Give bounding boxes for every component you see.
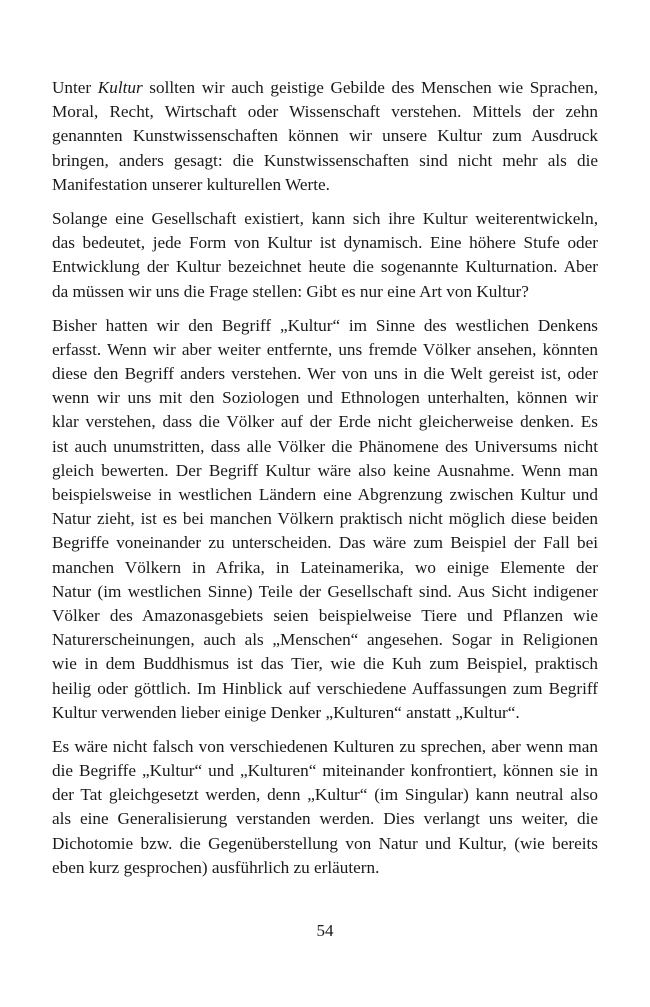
text-line: wie in dem Buddhismus ist das Tier, wie die Kuh zum Beispiel, praktisch xyxy=(52,654,598,674)
text-line: Moral, Recht, Wirtschaft oder Wissenschaft verstehen. Mittels der zehn xyxy=(52,102,598,122)
text-line: Bisher hatten wir den Begriff „Kultur“ im Sinne des westlichen Denkens xyxy=(52,315,598,335)
text-line: klar verstehen, dass die Völker auf der Erde nicht gleicherweise denken. Es xyxy=(52,412,598,432)
text-line: eben kurz gesprochen) ausführlich zu erläutern. xyxy=(52,857,380,877)
text-line: Entwicklung der Kultur bezeichnet heute die sogenannte Kulturnation. Aber xyxy=(52,257,598,277)
text-line: Kultur verwenden lieber einige Denker „Kulturen“ anstatt „Kultur“. xyxy=(52,702,520,722)
text-line: ist auch unumstritten, dass alle Völker die Phänomene des Universums nicht xyxy=(52,436,598,456)
text-line: Es wäre nicht falsch von verschiedenen Kulturen zu sprechen, aber wenn man xyxy=(52,736,598,756)
text-line: Manifestation unserer kulturellen Werte. xyxy=(52,174,330,194)
text-line: diese den Begriff anders verstehen. Wer von uns in die Welt gereist ist, oder xyxy=(52,364,598,384)
text-segment: sollten wir auch geistige Gebilde des Menschen wie Sprachen, xyxy=(142,78,598,97)
text-line: da müssen wir uns die Frage stellen: Gibt es nur eine Art von Kultur? xyxy=(52,281,529,301)
text-line: Dichotomie bzw. die Gegenüberstellung von Natur und Kultur, (wie bereits xyxy=(52,833,598,853)
italic-term: Kultur xyxy=(97,78,143,97)
text-line: der Tat gleichgesetzt werden, denn „Kultur“ (im Singular) kann neutral also xyxy=(52,785,598,805)
paragraph xyxy=(52,314,598,725)
text-line: Begriffe voneinander zu unterscheiden. Das wäre zum Beispiel der Fall bei xyxy=(52,533,598,553)
text-line: bringen, anders gesagt: die Kunstwissenschaften sind nicht mehr als die xyxy=(52,150,598,170)
text-line: Natur zieht, ist es bei manchen Völkern praktisch nicht möglich diese beiden xyxy=(52,509,598,529)
text-line: genannten Kunstwissenschaften können wir unsere Kultur zum Ausdruck xyxy=(52,126,598,146)
text-line: Natur (im westlichen Sinne) Teile der Gesellschaft sind. Aus Sicht indigener xyxy=(52,581,598,601)
page-number: 54 xyxy=(316,921,334,940)
text-line: beispielsweise in westlichen Ländern eine Abgrenzung zwischen Kultur und xyxy=(52,485,598,504)
text-line: Völker des Amazonasgebiets seien beispielweise Tiere und Pflanzen wie xyxy=(52,605,598,625)
text-line: wenn wir uns mit den Soziologen und Ethnologen unterhalten, können wir xyxy=(52,388,598,408)
paragraph xyxy=(52,76,598,197)
text-line: Solange eine Gesellschaft existiert, kann sich ihre Kultur weiterentwickeln, xyxy=(52,208,598,228)
body-text xyxy=(52,76,598,890)
text-line xyxy=(52,76,598,100)
text-line: gleich bewerten. Der Begriff Kultur wäre also keine Ausnahme. Wenn man xyxy=(52,460,598,480)
paragraph xyxy=(52,735,598,880)
text-line: das bedeutet, jede Form von Kultur ist dynamisch. Eine höhere Stufe oder xyxy=(52,233,598,253)
text-line: manchen Völkern in Afrika, in Lateinamerika, wo einige Elemente der xyxy=(52,557,598,577)
text-line: die Begriffe „Kultur“ und „Kulturen“ miteinander konfrontiert, können sie in xyxy=(52,761,598,781)
text-line: erfasst. Wenn wir aber weiter entfernte, uns fremde Völker ansehen, könnten xyxy=(52,339,598,359)
text-line: heilig oder göttlich. Im Hinblick auf verschiedene Auffassungen zum Begriff xyxy=(52,678,598,698)
text-line: Naturerscheinungen, auch als „Menschen“ angesehen. Sogar in Religionen xyxy=(52,630,598,650)
paragraph xyxy=(52,207,598,304)
text-segment: Unter xyxy=(52,78,98,97)
text-line: als eine Generalisierung verstanden werden. Dies verlangt uns weiter, die xyxy=(52,809,598,829)
